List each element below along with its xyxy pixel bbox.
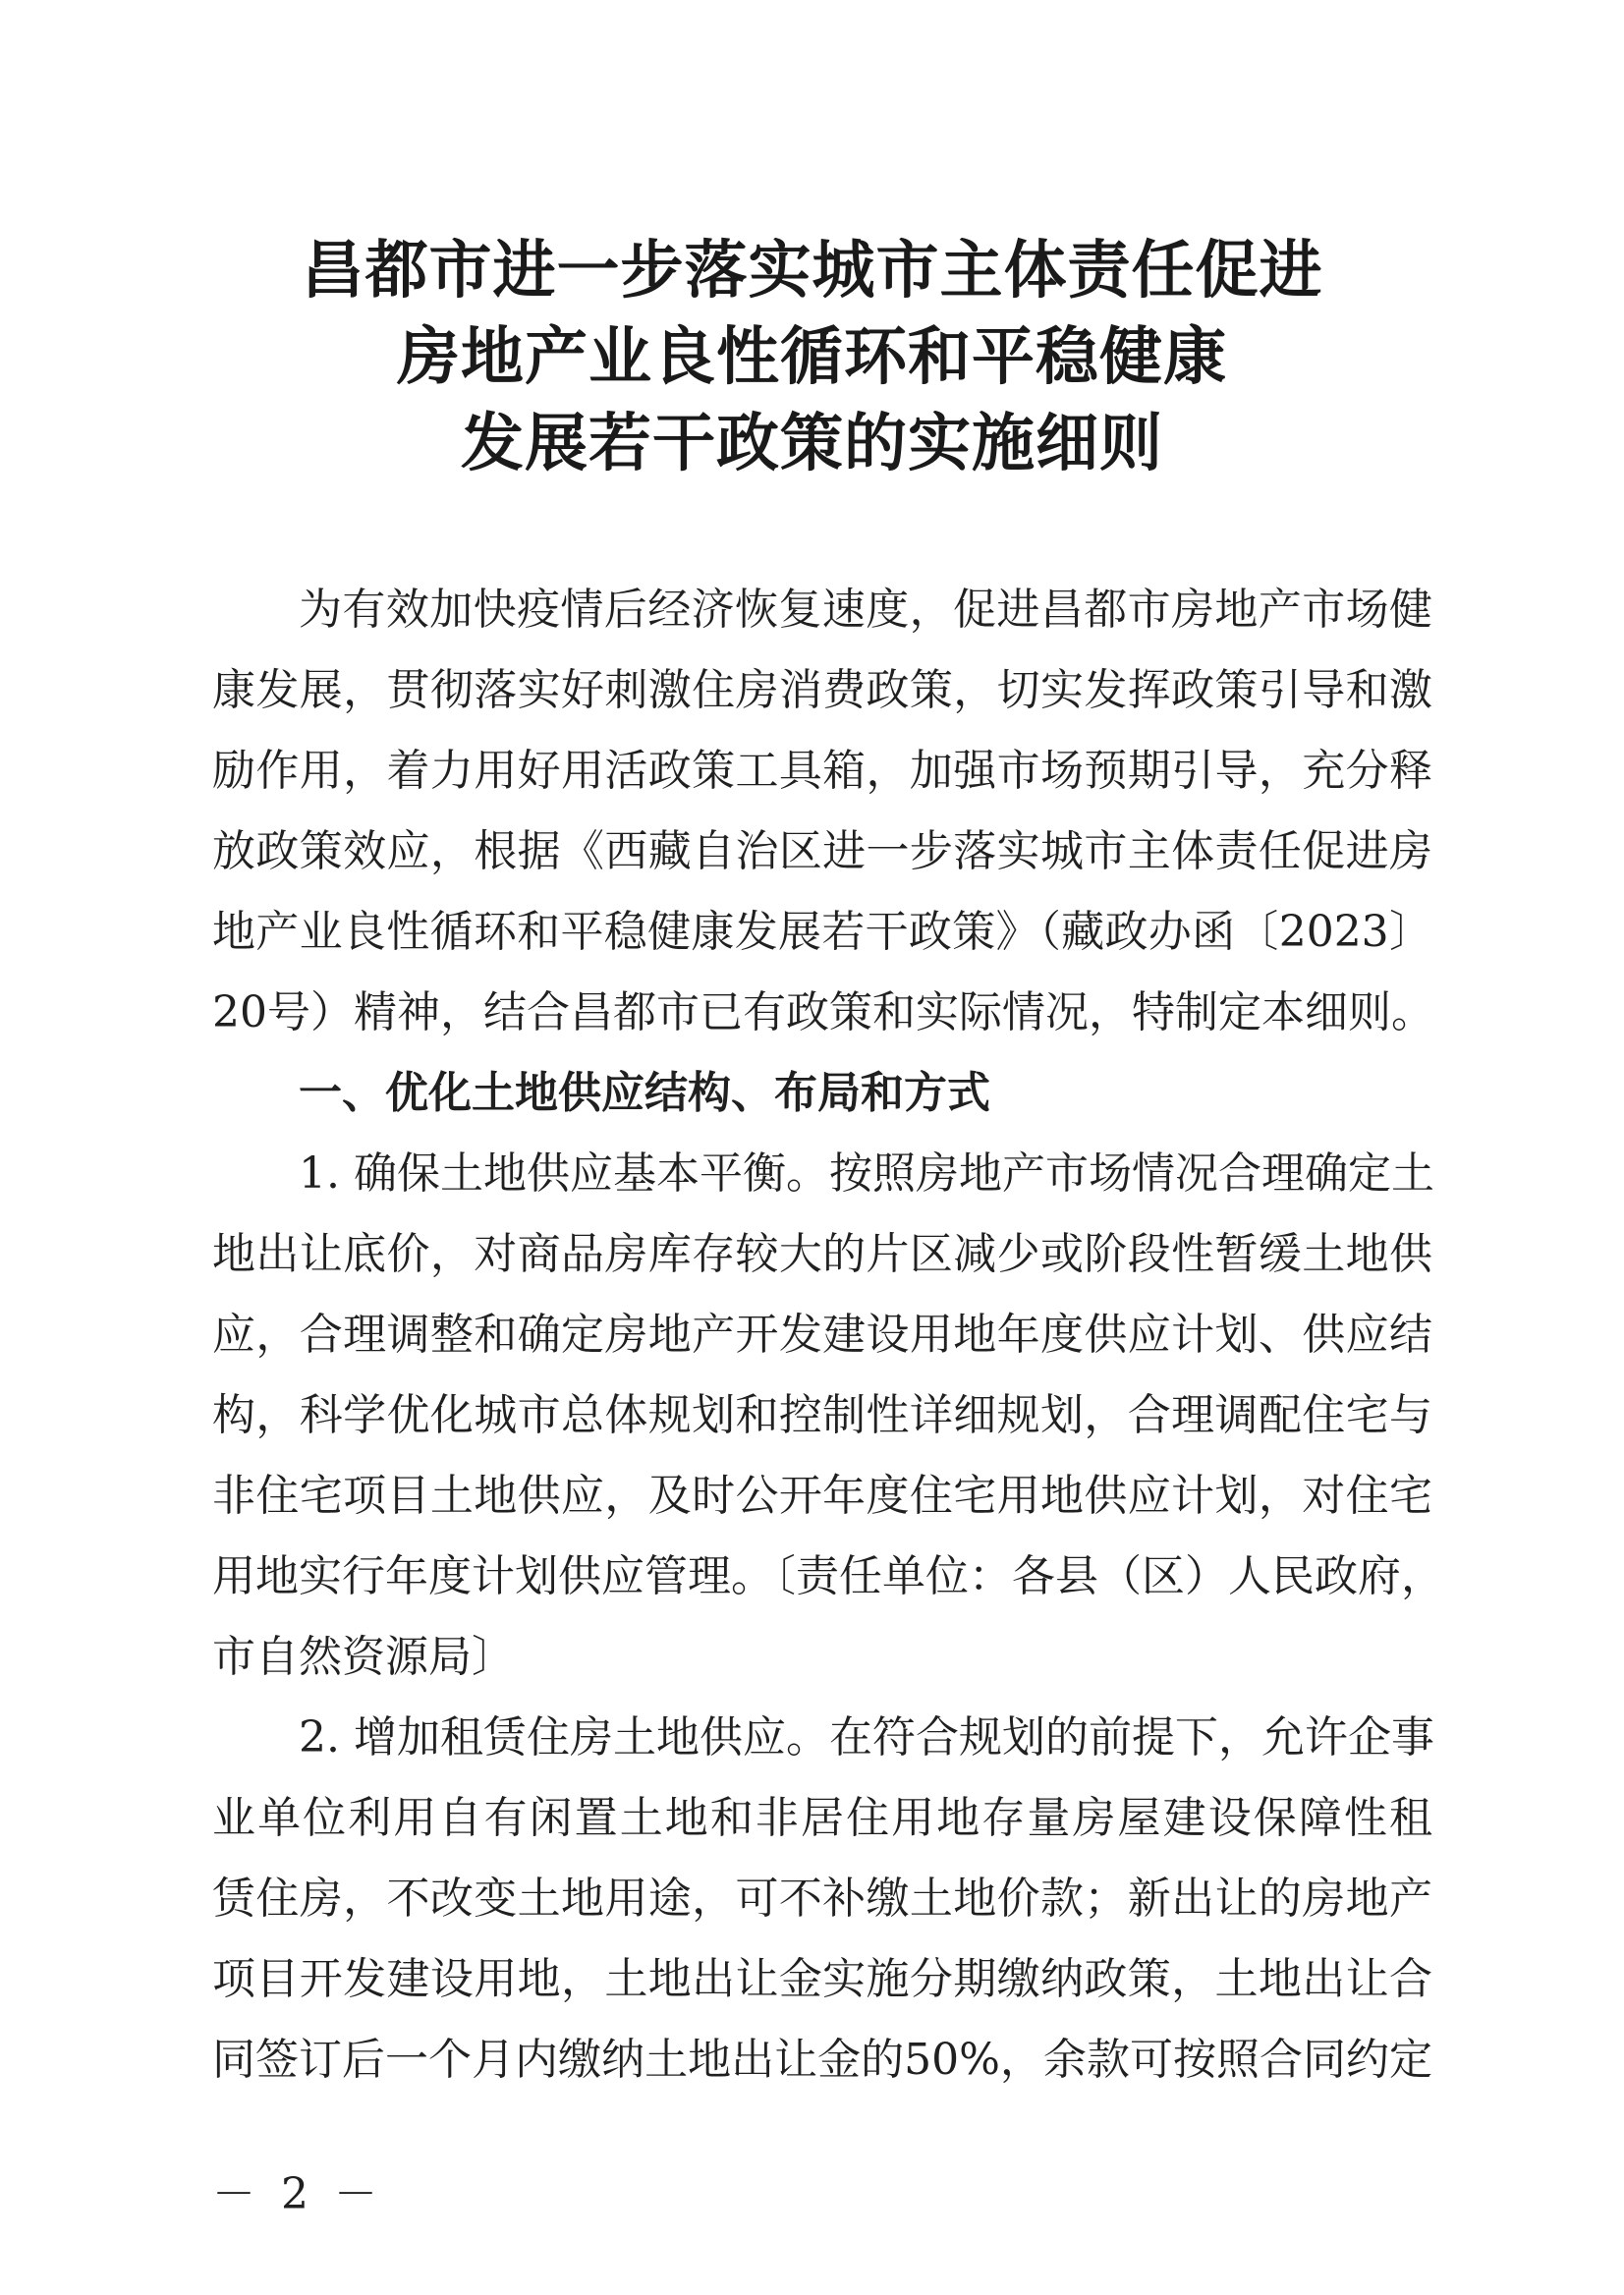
- item-2-line-2: 业单位利用自有闲置土地和非居住用地存量房屋建设保障性租: [212, 1793, 1432, 1843]
- item-1-line-7: 市自然资源局〕: [212, 1632, 515, 1682]
- page-number: － 2 －: [212, 2169, 383, 2219]
- paragraph-intro-line-2: 康发展，贯彻落实好刺激住房消费政策，切实发挥政策引导和激: [212, 665, 1432, 715]
- paragraph-intro-line-5: 地产业良性循环和平稳健康发展若干政策》（藏政办函〔2023〕: [212, 907, 1432, 957]
- item-2-line-3: 赁住房，不改变土地用途，可不补缴土地价款；新出让的房地产: [212, 1874, 1432, 1924]
- title-line-1: 昌都市进一步落实城市主体责任促进: [301, 234, 1323, 308]
- item-1-line-6: 用地实行年度计划供应管理。〔责任单位：各县（区）人民政府，: [212, 1551, 1444, 1601]
- title-line-3: 发展若干政策的实施细则: [461, 407, 1163, 480]
- item-1-line-1: 1. 确保土地供应基本平衡。按照房地产市场情况合理确定土: [299, 1148, 1434, 1199]
- paragraph-intro-line-3: 励作用，着力用好用活政策工具箱，加强市场预期引导，充分释: [212, 746, 1432, 796]
- item-1-line-5: 非住宅项目土地供应，及时公开年度住宅用地供应计划，对住宅: [212, 1471, 1432, 1521]
- document-title: [0, 228, 1624, 487]
- paragraph-intro-line-6: 20号）精神，结合昌都市已有政策和实际情况，特制定本细则。: [212, 987, 1434, 1037]
- item-1-line-3: 应，合理调整和确定房地产开发建设用地年度供应计划、供应结: [212, 1310, 1432, 1360]
- item-2-line-5: 同签订后一个月内缴纳土地出让金的50%，余款可按照合同约定: [212, 2035, 1432, 2085]
- document-body: [212, 570, 1444, 2100]
- item-2-line-4: 项目开发建设用地，土地出让金实施分期缴纳政策，土地出让合: [212, 1954, 1432, 2004]
- item-1-line-2: 地出让底价，对商品房库存较大的片区减少或阶段性暂缓土地供: [212, 1229, 1432, 1279]
- item-2-line-1: 2. 增加租赁住房土地供应。在符合规划的前提下，允许企事: [299, 1712, 1434, 1763]
- paragraph-intro-line-1: 为有效加快疫情后经济恢复速度，促进昌都市房地产市场健: [299, 585, 1432, 635]
- title-line-2: 房地产业良性循环和平稳健康: [397, 320, 1227, 394]
- paragraph-intro-line-4: 放政策效应，根据《西藏自治区进一步落实城市主体责任促进房: [212, 826, 1432, 876]
- section-heading-1: 一、优化土地供应结构、布局和方式: [299, 1068, 990, 1118]
- item-1-line-4: 构，科学优化城市总体规划和控制性详细规划，合理调配住宅与: [212, 1390, 1432, 1440]
